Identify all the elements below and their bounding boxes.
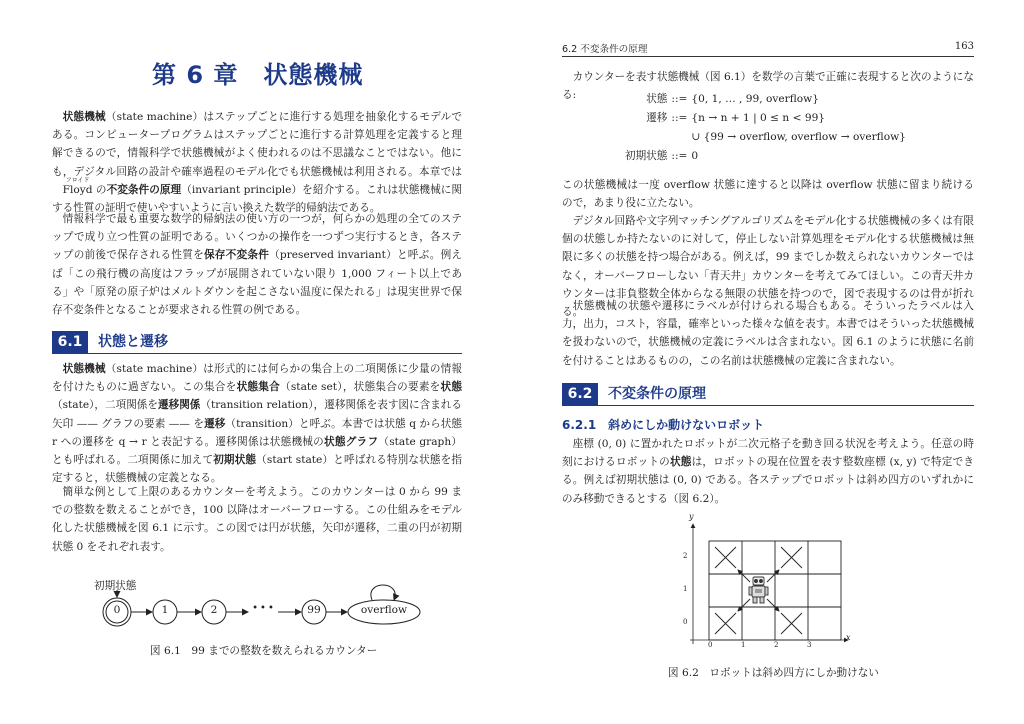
running-head: 6.2 不変条件の原理 (562, 44, 648, 55)
right-paragraph-5: 座標 (0, 0) に置かれたロボットが二次元格子を動き回る状況を考えよう。任意の時刻におけるロボットの状態は，ロボットの現在位置を表す整数座標 (x, y) で特定できる。例えば初期状態は (0, 0) である。各ステップでロボットは斜め四方のいずれかにのみ移動できるとする（図 6.2）。 (562, 438, 974, 505)
section-title: 状態と遷移 (98, 334, 168, 350)
move-up-right (767, 570, 779, 582)
math-op: ::= (671, 112, 688, 124)
figure-6-1-caption: 図 6.1 99 までの整数を数えられるカウンター (150, 645, 378, 657)
math-row-transitions-cont (625, 128, 910, 147)
section-title: 不変条件の原理 (608, 386, 706, 402)
math-row-states (625, 90, 910, 109)
section-6-1-paragraph-1: 状態機械（state machine）は形式的には何らかの集合上の二項関係に少量の情報を付けたものに過ぎない。この集合を状態集合（state set），状態集合の要素を状態（state），二項関係を遷移関係（transition relation），遷移関係を表す図に含まれる矢印 —— グラフの要素 —— を遷移（transition）と呼ぶ。本書では状態 q から状態 r への遷移を q → r と表記する。遷移関係は状態機械の状態グラフ（state graph）とも呼ばれる。二項関係に加えて初期状態（start state）と呼ばれる特別な状態を指定すると，状態機械の定義となる。 (52, 363, 463, 485)
math-label: 遷移 (646, 112, 668, 124)
y-tick-2: 2 (683, 552, 688, 560)
math-op: ::= (671, 93, 688, 105)
figure-6-1 (80, 578, 440, 638)
y-tick-0: 0 (683, 618, 688, 626)
bold-term: 状態機械 (62, 111, 106, 123)
section-number: 6.2 (562, 383, 598, 405)
transition-overflow-self (371, 585, 395, 600)
bold-term: 遷移関係 (158, 399, 201, 412)
ellipsis-dots: ••• (252, 603, 276, 614)
x-tick-1: 1 (741, 641, 746, 649)
grid-lines (709, 541, 841, 640)
node-label-overflow: overflow (360, 604, 408, 616)
bold-term: 状態集合 (236, 381, 281, 394)
node-label-99: 99 (307, 604, 321, 616)
bold-term: 状態グラフ (324, 435, 379, 448)
math-label (625, 128, 671, 147)
math-expr: ∪ {99 → overflow, overflow → overflow} (691, 131, 906, 143)
math-definition (625, 90, 910, 166)
math-op: ::= (671, 150, 688, 162)
ruby-text: Floyd フロイド (52, 181, 92, 199)
x-axis-label: x (846, 633, 851, 642)
move-down-right (767, 599, 779, 611)
x-mark-bottom-left (715, 613, 736, 634)
y-tick-1: 1 (683, 585, 688, 593)
bold-term: 状態 (669, 456, 692, 469)
x-mark-top-right (781, 547, 802, 568)
section-6-1-heading (52, 331, 462, 354)
intro-paragraph-2: 情報科学で最も重要な数学的帰納法の使い方の一つが，何らかの処理の全てのステップで成り立つ性質の証明である。いくつかの操作を一つずつ実行するとき，各ステップの前後で保存される性質を保存不変条件（preserved invariant）と呼ぶ。例えば「この飛行機の高度はフラップが展開されていない限り 1,000 フィート以上である」や「原発の原子炉はメルトダウンを起こさない温度に保たれる」は現実世界で保存不変条件となることが要求される性質の例である。 (52, 213, 463, 317)
subsection-6-2-1-heading: 6.2.1 斜めにしか動けないロボット (562, 418, 765, 432)
bold-term: 保存不変条件 (203, 249, 270, 262)
math-expr: {0, 1, … , 99, overflow} (691, 93, 819, 105)
figure-6-2-caption: 図 6.2 ロボットは斜め四方にしか動けない (668, 667, 879, 679)
figure-6-2 (680, 512, 860, 650)
right-paragraph-3: デジタル回路や文字列マッチングアルゴリズムをモデル化する状態機械の多くは有限個の状態しか持たないのに対して，停止しない計算処理をモデル化する状態機械は無限に多くの状態を持つ場合がある。例えば，99 までしか数えられないカウンターではなく，オーバーフローしない「青天井」カウンターを考えてみてほしい。この青天井カウンターは非負整数全体からなる無限の状態を持つので，図で表現するのは骨が折れる。 (562, 215, 974, 319)
intro-paragraph-1: 状態機械（state machine）はステップごとに進行する処理を抽象化するモデルである。コンピュータープログラムはステップごとに進行する計算処理を定義すると理解できるので，情報科学で状態機械がよく使われるのは不思議なことではない。他にも，デジタル回路の設計や確率過程のモデル化でも状態機械は利用される。本章では Floyd フロイド の不変条件の原理（invariant principle）を紹介する。これは状態機械に関する性質の証明で使いやすいように言い換えた数学的帰納法である。 (52, 111, 463, 215)
x-tick-3: 3 (807, 641, 812, 649)
math-expr: {n → n + 1 | 0 ≤ n < 99} (691, 112, 826, 124)
bold-term: 不変条件の原理 (106, 183, 182, 196)
math-row-initial (625, 147, 910, 166)
right-paragraph-2: この状態機械は一度 overflow 状態に達すると以降は overflow 状態に留まり続けるので，あまり役に立たない。 (562, 179, 974, 210)
chapter-title: 第 6 章 状態機械 (152, 61, 364, 89)
x-mark-bottom-right (781, 613, 802, 634)
move-down-left (738, 599, 750, 611)
bold-term: 遷移 (204, 417, 226, 430)
x-mark-top-left (715, 547, 736, 568)
header-rule (562, 56, 974, 57)
right-paragraph-4: 状態機械の状態や遷移にラベルが付けられる場合もある。そういったラベルは入力，出力，コスト，容量，確率といった様々な値を表す。本書ではそういった状態機械を扱わないので，状態機械の定義にラベルは含まれない。図 6.1 のように状態に名前を付けることはあるものの，この名前は状態機械の定義に含まれない。 (562, 300, 974, 367)
robot-icon (749, 577, 768, 603)
node-label-1: 1 (161, 604, 169, 616)
bold-term: 状態 (440, 381, 462, 394)
node-label-0: 0 (113, 604, 121, 616)
y-axis-label: y (689, 512, 694, 521)
math-label: 状態 (646, 93, 668, 105)
math-row-transitions (625, 109, 910, 128)
move-up-left (738, 570, 750, 582)
initial-state-label: 初期状態 (94, 580, 137, 592)
section-6-1-paragraph-2: 簡単な例として上限のあるカウンターを考えよう。このカウンターは 0 から 99 までの整数を数えることができ，100 以降はオーバーフローする。この仕組みをモデル化した状態機械を図 6.1 に示す。この図では円が状態，矢印が遷移，二重の円が初期状態 0 をそれぞれ表す。 (52, 486, 462, 553)
math-expr: 0 (691, 150, 699, 162)
bold-term: 初期状態 (213, 454, 257, 467)
bold-term: 状態機械 (62, 363, 106, 375)
page-number: 163 (954, 41, 974, 52)
x-tick-2: 2 (774, 641, 779, 649)
section-6-2-heading (562, 383, 974, 406)
node-label-2: 2 (210, 604, 218, 616)
right-intro-paragraph: カウンターを表す状態機械（図 6.1）を数学の言葉で正確に表現すると次のようになる: (562, 71, 974, 102)
math-label: 初期状態 (625, 150, 668, 162)
ruby-annotation: フロイド (65, 176, 90, 184)
section-number: 6.1 (52, 331, 88, 353)
math-op (671, 128, 691, 147)
x-tick-0: 0 (708, 641, 713, 649)
robot-grid-diagram (680, 512, 860, 650)
